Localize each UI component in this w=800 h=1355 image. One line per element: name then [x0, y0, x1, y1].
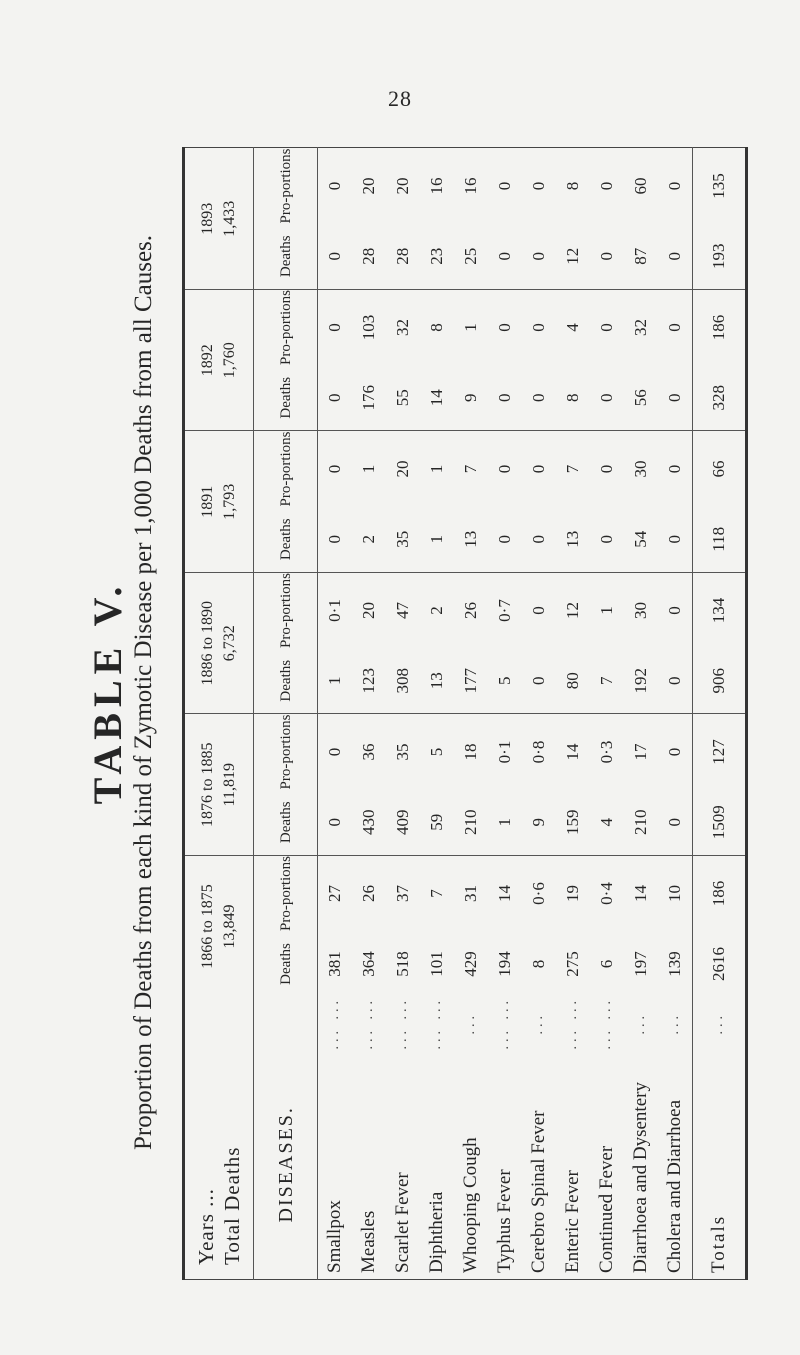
leader-dots: ... ... — [497, 997, 512, 1050]
proportion-cell: 8 — [420, 290, 454, 366]
deaths-cell: 518 — [393, 951, 412, 977]
proportion-cell: 0·7 — [488, 573, 522, 649]
deaths-cell: 159 — [563, 809, 582, 835]
proportion-cell: 0·1 — [488, 714, 522, 790]
years-total-label — [184, 997, 254, 1280]
proportion-cell: 20 — [352, 573, 386, 649]
disease-name: Diphtheria — [426, 1191, 447, 1273]
proportion-cell: 1 — [352, 431, 386, 507]
period-header: 1893 1,433 — [199, 200, 238, 237]
proportion-cell: 17 — [624, 714, 658, 790]
disease-row — [658, 148, 693, 1280]
deaths-cell: 409 — [393, 809, 412, 835]
deaths-cell: 0 — [665, 676, 684, 685]
proportion-cell: 31 — [454, 856, 488, 932]
deaths-cell: 429 — [461, 951, 480, 977]
deaths-cell: 25 — [461, 247, 480, 265]
proportions-col-header: Pro-portions — [254, 573, 318, 649]
deaths-cell: 13 — [461, 530, 480, 548]
deaths-cell: 28 — [393, 247, 412, 265]
deaths-cell: 1 — [427, 535, 446, 544]
deaths-col-header: Deaths — [277, 943, 294, 985]
deaths-col-header: Deaths — [277, 235, 294, 278]
proportion-cell: 0 — [658, 290, 693, 366]
leader-dots: ... ... — [395, 997, 410, 1050]
deaths-cell: 0 — [495, 393, 514, 402]
proportion-cell: 27 — [318, 856, 353, 932]
proportion-cell: 37 — [386, 856, 420, 932]
proportion-cell: 0 — [488, 431, 522, 507]
deaths-cell: 13 — [563, 530, 582, 548]
deaths-col-header: Deaths — [277, 376, 294, 419]
deaths-cell: 8 — [529, 959, 548, 969]
proportion-cell: 0 — [522, 290, 556, 366]
deaths-cell: 0 — [495, 535, 514, 544]
proportion-cell: 0 — [590, 290, 624, 366]
proportion-cell: 0·4 — [590, 856, 624, 932]
proportions-col-header: Pro-portions — [254, 856, 318, 932]
years-label: Years ... — [194, 1188, 218, 1265]
years-header-row — [184, 148, 254, 1280]
disease-row — [352, 148, 386, 1280]
proportion-cell: 36 — [352, 714, 386, 790]
deaths-cell: 9 — [461, 393, 480, 402]
deaths-cell: 54 — [631, 530, 650, 548]
deaths-cell: 101 — [427, 951, 446, 977]
period-header: 1892 1,760 — [184, 290, 254, 432]
proportion-cell: 0 — [658, 573, 693, 649]
deaths-cell: 0 — [597, 393, 616, 402]
disease-row — [454, 148, 488, 1280]
deaths-cell: 7 — [597, 676, 616, 685]
proportion-cell: 16 — [461, 177, 480, 195]
deaths-cell: 6 — [597, 959, 616, 969]
deaths-cell: 210 — [631, 809, 650, 835]
proportion-cell: 0 — [529, 181, 548, 191]
proportion-cell: 0·3 — [590, 714, 624, 790]
proportion-cell: 10 — [658, 856, 693, 932]
diseases-label: DISEASES. — [274, 1106, 297, 1223]
proportion-cell: 12 — [556, 573, 590, 649]
proportion-cell: 20 — [359, 177, 378, 195]
deaths-col-header: Deaths — [277, 801, 294, 844]
proportion-cell: 103 — [352, 290, 386, 366]
deaths-cell: 12 — [563, 247, 582, 265]
deaths-cell: 0 — [665, 818, 684, 827]
deaths-cell: 56 — [631, 389, 650, 407]
proportion-cell: 60 — [631, 177, 650, 195]
proportion-cell: 7 — [454, 431, 488, 507]
proportion-cell: 7 — [556, 431, 590, 507]
leader-dots: ... ... — [565, 997, 580, 1050]
proportion-cell: 30 — [624, 573, 658, 649]
proportion-cell: 19 — [556, 856, 590, 932]
deaths-cell: 5 — [495, 676, 514, 685]
period-header: 1891 1,793 — [184, 431, 254, 573]
disease-name: Measles — [358, 1210, 379, 1273]
deaths-cell: 23 — [427, 247, 446, 265]
disease-name: Enteric Fever — [562, 1170, 583, 1273]
deaths-cell: 0 — [529, 252, 548, 261]
proportion-cell: 0 — [590, 431, 624, 507]
proportion-cell: 0·6 — [522, 856, 556, 932]
leader-dots: ... ... — [327, 997, 342, 1050]
deaths-cell: 328 — [693, 365, 747, 431]
period-header: 1886 to 1890 6,732 — [184, 573, 254, 715]
rotated-table-block — [84, 105, 734, 1280]
totals-row — [693, 148, 747, 1280]
period-header: 1866 to 1875 13,849 — [184, 856, 254, 998]
deaths-cell: 1509 — [693, 790, 747, 856]
disease-name: Scarlet Fever — [392, 1172, 413, 1273]
disease-row — [386, 148, 420, 1280]
disease-name: Diarrhoea and Dysentery — [630, 1082, 651, 1273]
deaths-cell: 139 — [665, 951, 684, 977]
period-header: 1876 to 1885 11,819 — [184, 714, 254, 856]
proportion-cell: 4 — [556, 290, 590, 366]
proportions-col-header: Pro-portions — [254, 431, 318, 507]
deaths-cell: 35 — [393, 530, 412, 548]
deaths-cell: 2616 — [693, 931, 747, 997]
deaths-cell: 193 — [693, 224, 747, 290]
deaths-cell: 177 — [461, 668, 480, 694]
proportion-cell: 18 — [454, 714, 488, 790]
proportions-col-header: Pro-portions — [254, 714, 318, 790]
deaths-cell: 28 — [359, 247, 378, 265]
disease-row — [488, 148, 522, 1280]
deaths-cell: 0 — [529, 535, 548, 544]
deaths-cell: 80 — [563, 672, 582, 690]
leader-dots: ... — [667, 1012, 682, 1035]
leader-dots: ... ... — [361, 997, 376, 1050]
deaths-cell: 192 — [631, 668, 650, 694]
proportion-cell: 32 — [386, 290, 420, 366]
proportion-cell: 0 — [658, 431, 693, 507]
deaths-cell: 906 — [693, 648, 747, 714]
deaths-cell: 13 — [427, 672, 446, 690]
proportion-cell: 1 — [590, 573, 624, 649]
deaths-cell: 0 — [597, 535, 616, 544]
deaths-cell: 364 — [359, 951, 378, 977]
total-deaths-label: Total Deaths — [220, 1146, 244, 1265]
disease-row — [318, 148, 353, 1280]
deaths-cell: 0 — [665, 393, 684, 402]
zymotic-disease-table — [182, 148, 748, 1281]
disease-name: Typhus Fever — [494, 1169, 515, 1273]
deaths-cell: 1 — [325, 676, 344, 685]
totals-label: Totals — [693, 1050, 747, 1280]
deaths-cell: 210 — [461, 809, 480, 835]
proportion-cell: 8 — [563, 181, 582, 191]
proportion-cell: 0 — [325, 181, 344, 191]
deaths-cell: 123 — [359, 668, 378, 694]
proportion-cell: 35 — [386, 714, 420, 790]
deaths-cell: 0 — [597, 252, 616, 261]
deaths-cell: 14 — [427, 389, 446, 407]
disease-row — [522, 148, 556, 1280]
deaths-cell: 59 — [427, 813, 446, 831]
deaths-cell: 9 — [529, 818, 548, 827]
deaths-cell: 194 — [495, 951, 514, 977]
proportion-cell: 66 — [693, 431, 747, 507]
proportion-cell: 0·8 — [522, 714, 556, 790]
proportion-cell: 26 — [454, 573, 488, 649]
proportion-cell: 134 — [693, 573, 747, 649]
proportions-col-header: Pro-portions — [277, 148, 294, 224]
table-body — [318, 148, 747, 1280]
proportion-cell: 0 — [658, 714, 693, 790]
leader-dots: ... — [531, 1012, 546, 1035]
deaths-cell: 2 — [359, 535, 378, 544]
proportion-cell: 0 — [665, 181, 684, 191]
proportion-cell: 186 — [693, 290, 747, 366]
proportion-cell: 16 — [427, 177, 446, 195]
deaths-cell: 0 — [529, 393, 548, 402]
deaths-cell: 0 — [665, 535, 684, 544]
proportion-cell: 5 — [420, 714, 454, 790]
table-subtitle: Proportion of Deaths from each kind of Zymotic Disease per 1,000 Deaths from all Causes. — [130, 234, 157, 1151]
proportion-cell: 30 — [624, 431, 658, 507]
deaths-cell: 8 — [563, 393, 582, 402]
proportion-cell: 14 — [556, 714, 590, 790]
deaths-cell: 0 — [529, 676, 548, 685]
proportion-cell: 2 — [420, 573, 454, 649]
proportion-cell: 186 — [693, 856, 747, 932]
proportion-cell: 0 — [495, 181, 514, 191]
proportion-cell: 0 — [318, 431, 353, 507]
deaths-cell: 0 — [325, 818, 344, 827]
proportion-cell: 1 — [454, 290, 488, 366]
proportion-cell: 0 — [318, 714, 353, 790]
leader-dots: ... — [633, 1012, 648, 1035]
deaths-cell: 1 — [495, 818, 514, 827]
deaths-cell: 4 — [597, 818, 616, 827]
deaths-cell: 0 — [495, 252, 514, 261]
proportion-cell: 0 — [597, 181, 616, 191]
deaths-cell: 308 — [393, 668, 412, 694]
page-number: 28 — [388, 86, 412, 111]
proportion-cell: 0·1 — [318, 573, 353, 649]
deaths-col-header: Deaths — [277, 659, 294, 702]
deaths-cell: 381 — [325, 951, 344, 977]
proportion-cell: 47 — [386, 573, 420, 649]
proportion-cell: 0 — [522, 573, 556, 649]
disease-row — [624, 148, 658, 1280]
proportion-cell: 32 — [624, 290, 658, 366]
proportion-cell: 127 — [693, 714, 747, 790]
disease-row — [420, 148, 454, 1280]
deaths-cell: 0 — [325, 393, 344, 402]
leader-dots: ... — [463, 1012, 478, 1035]
disease-row — [590, 148, 624, 1280]
disease-name: Continued Fever — [596, 1145, 617, 1273]
proportion-cell: 7 — [420, 856, 454, 932]
deaths-cell: 0 — [665, 252, 684, 261]
leader-dots: ... ... — [429, 997, 444, 1050]
disease-name: Smallpox — [324, 1200, 345, 1273]
deaths-cell: 118 — [693, 507, 747, 573]
proportion-cell: 14 — [488, 856, 522, 932]
proportion-cell: 1 — [420, 431, 454, 507]
leader-dots: ... — [693, 997, 747, 1050]
deaths-col-header: Deaths — [277, 518, 294, 561]
proportion-cell: 20 — [393, 177, 412, 195]
proportion-cell: 14 — [624, 856, 658, 932]
disease-name: Cerebro Spinal Fever — [528, 1110, 549, 1273]
proportion-cell: 26 — [352, 856, 386, 932]
deaths-cell: 0 — [325, 535, 344, 544]
disease-name: Cholera and Diarrhoea — [664, 1099, 685, 1273]
deaths-cell: 55 — [393, 389, 412, 407]
proportion-cell: 0 — [488, 290, 522, 366]
deaths-cell: 275 — [563, 951, 582, 977]
disease-name: Whooping Cough — [460, 1137, 481, 1273]
proportions-col-header: Pro-portions — [254, 290, 318, 366]
deaths-cell: 0 — [325, 252, 344, 261]
table-label: TABLE V. — [85, 580, 130, 805]
deaths-cell: 176 — [359, 385, 378, 411]
deaths-cell: 87 — [631, 247, 650, 265]
proportion-cell: 0 — [522, 431, 556, 507]
proportion-cell: 20 — [386, 431, 420, 507]
subheader-row — [254, 148, 318, 1280]
leader-dots: ... ... — [599, 997, 614, 1050]
deaths-cell: 430 — [359, 809, 378, 835]
deaths-cell: 197 — [631, 951, 650, 977]
proportion-cell: 0 — [318, 290, 353, 366]
proportion-cell: 135 — [693, 148, 747, 224]
disease-row — [556, 148, 590, 1280]
